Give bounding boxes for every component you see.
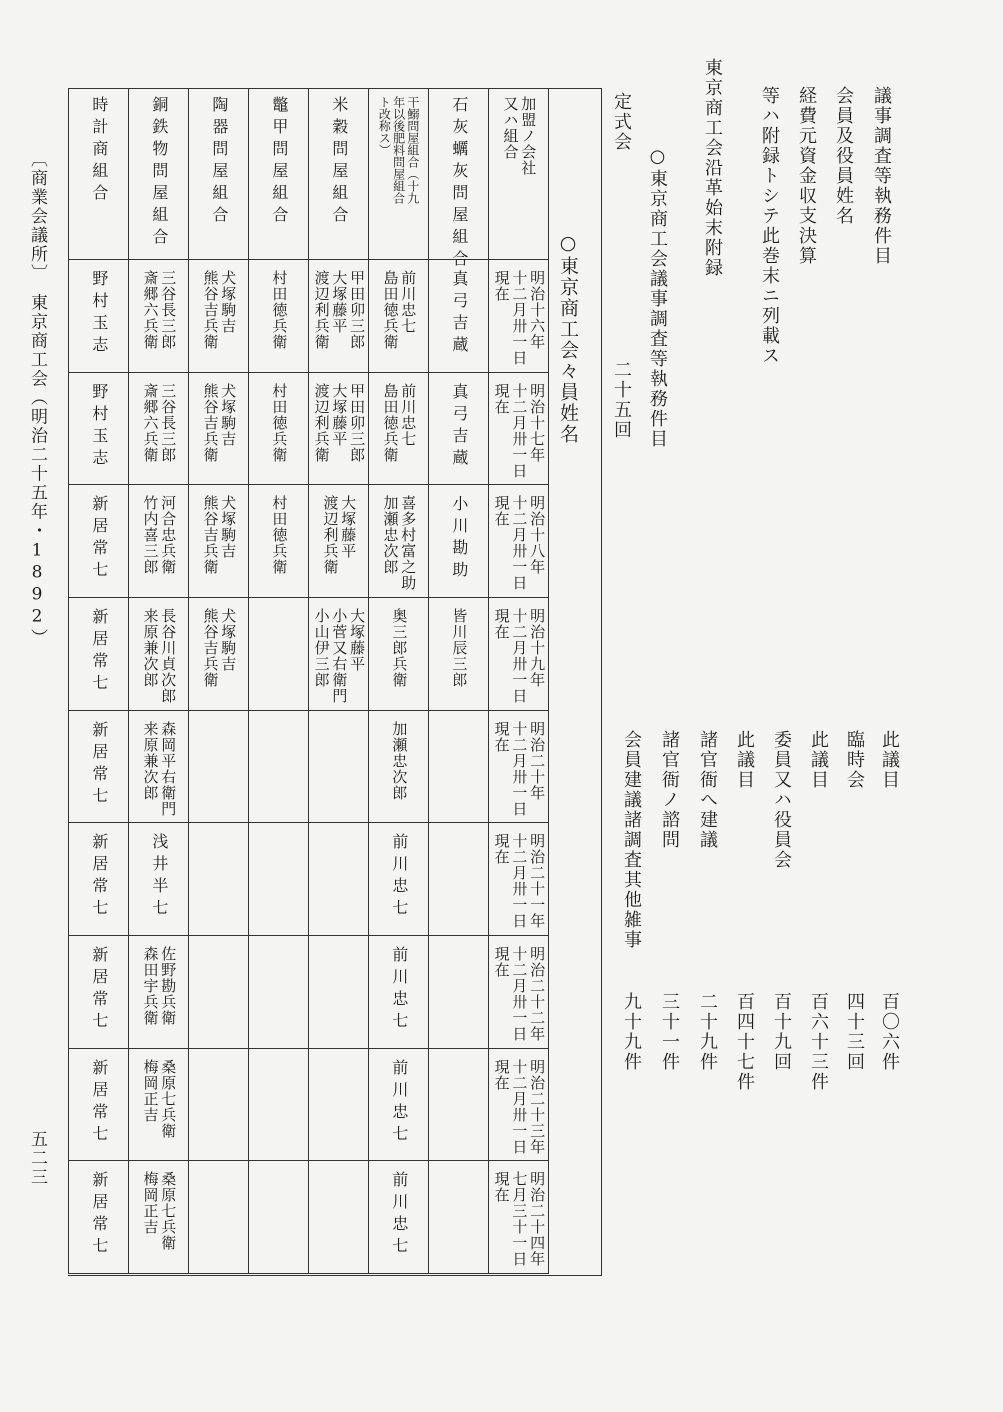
member-cell (309, 823, 369, 936)
member-cell (369, 823, 429, 936)
row-header (249, 88, 309, 260)
meeting-row-label: 委員又ハ役員会 (771, 730, 792, 870)
row-header (429, 88, 489, 272)
cell-line: ト改称ス） (377, 96, 392, 156)
cell-line: 七月三十一日 (510, 1171, 529, 1268)
cell-line: 十二月卅一日 (510, 1058, 529, 1155)
cell-line: 新居常七 (89, 720, 109, 809)
date-cell (489, 936, 549, 1049)
member-cell (129, 936, 189, 1049)
member-cell (369, 1049, 429, 1162)
cell-line: 又ハ組合 (501, 96, 520, 160)
member-cell (369, 485, 429, 598)
cell-line: 新居常七 (89, 607, 109, 696)
cell-line: 加盟ノ会社 (519, 96, 538, 176)
member-cell (249, 1161, 309, 1274)
toc-item-5: 東京商工会沿革始末附録 (702, 58, 723, 278)
cell-line: 新居常七 (89, 1058, 109, 1147)
row-header (129, 88, 189, 260)
cell-line: 現在 (492, 833, 511, 866)
member-cell (309, 598, 369, 711)
cell-line: 現在 (492, 382, 511, 415)
meeting-row-value: 百十九回 (771, 992, 792, 1072)
cell-line: 浅井半七 (149, 833, 169, 922)
date-cell (489, 373, 549, 486)
row-header (69, 88, 129, 260)
cell-line: 十二月卅一日 (510, 833, 529, 930)
cell-line: 犬塚駒吉 (219, 495, 238, 560)
member-cell (309, 485, 369, 598)
member-table-title: ○東京商工会々員姓名 (557, 232, 579, 445)
cell-line: 桑原七兵衛 (159, 1058, 178, 1139)
cell-line: 竹内喜三郎 (141, 495, 160, 576)
cell-line: 前川忠七 (389, 945, 409, 1034)
member-cell (249, 598, 309, 711)
cell-line: 大塚藤平 (330, 270, 349, 334)
cell-line: 佐野勘兵衛 (159, 945, 178, 1026)
cell-line: 新居常七 (89, 833, 109, 922)
cell-line: 森岡平右衛門 (159, 720, 178, 817)
member-cell (429, 260, 489, 373)
cell-line: 来原兼次郎 (141, 607, 160, 688)
cell-line: 前川忠七 (399, 382, 418, 447)
member-cell (429, 823, 489, 936)
member-cell (129, 598, 189, 711)
cell-line: 皆川辰三郎 (450, 607, 469, 688)
meeting-row-label: 諸官衙ノ諮問 (659, 730, 680, 850)
row-header (489, 88, 549, 260)
cell-line: 米穀問屋組合 (329, 96, 349, 228)
cell-line: 野村玉志 (89, 270, 109, 358)
member-cell (69, 260, 129, 373)
member-cell (309, 1049, 369, 1162)
meeting-row-value: 九十九件 (621, 992, 642, 1072)
meeting-row-value: 四十三回 (844, 992, 865, 1072)
cell-line: 渡辺利兵衛 (321, 495, 340, 576)
cell-line: 明治十九年 (528, 607, 547, 688)
cell-line: 来原兼次郎 (141, 720, 160, 801)
cell-line: 島田徳兵衛 (381, 382, 400, 463)
toc-item-3: 経費元資金収支決算 (796, 86, 817, 266)
member-cell (189, 598, 249, 711)
meeting-row-label: 此議目 (808, 730, 829, 790)
member-cell (369, 1161, 429, 1274)
date-cell (489, 260, 549, 373)
cell-line: 熊谷吉兵衛 (201, 270, 220, 350)
cell-line: 河合忠兵衛 (159, 495, 178, 576)
meeting-row-label: 諸官衙へ建議 (697, 730, 718, 850)
member-cell (369, 936, 429, 1049)
cell-line: 明治十八年 (528, 495, 547, 576)
member-cell (189, 485, 249, 598)
member-cell (129, 823, 189, 936)
date-cell (489, 711, 549, 824)
member-cell (69, 1161, 129, 1274)
member-cell (69, 823, 129, 936)
member-cell (429, 1049, 489, 1162)
toc-item-1: 議事調査等執務件目 (871, 86, 892, 266)
cell-line: 石灰蠣灰問屋組合 (449, 96, 469, 272)
meeting-row-label: 臨時会 (844, 730, 865, 790)
footer-caption: 〔商業会議所〕 東京商工会（明治二十五年・1892） (27, 150, 47, 648)
cell-line: 熊谷吉兵衛 (201, 495, 220, 576)
meeting-row-value: 百六十三件 (808, 992, 829, 1092)
cell-line: 現在 (492, 1171, 511, 1204)
cell-line: 明治二十二年 (528, 945, 547, 1042)
member-cell (429, 711, 489, 824)
cell-line: 十二月卅一日 (510, 270, 529, 366)
cell-line: 現在 (492, 607, 511, 640)
cell-line: 年以後肥料問屋組合 (391, 96, 406, 204)
member-cell (309, 373, 369, 486)
member-cell (369, 711, 429, 824)
cell-line: 銅鉄物問屋組合 (149, 96, 169, 250)
row-header (309, 88, 369, 260)
member-cell (189, 260, 249, 373)
cell-line: 島田徳兵衛 (381, 270, 400, 350)
cell-line: 長谷川貞次郎 (159, 607, 178, 704)
cell-line: 前川忠七 (399, 270, 418, 334)
cell-line: 奥三郎兵衛 (390, 607, 409, 688)
cell-line: 加瀬忠次郎 (381, 495, 400, 576)
cell-line: 渡辺利兵衛 (312, 382, 331, 463)
member-cell (129, 260, 189, 373)
member-cell (189, 1049, 249, 1162)
date-cell (489, 1161, 549, 1274)
cell-line: 犬塚駒吉 (219, 607, 238, 672)
page-number: 五二三 (27, 1130, 47, 1187)
member-cell (129, 1049, 189, 1162)
cell-line: 犬塚駒吉 (219, 382, 238, 447)
cell-line: 三谷長三郎 (159, 270, 178, 350)
member-cell (249, 1049, 309, 1162)
cell-line: 熊谷吉兵衛 (201, 382, 220, 463)
date-cell (489, 823, 549, 936)
meeting-row-value: 三十一件 (659, 992, 680, 1072)
cell-line: 明治二十年 (528, 720, 547, 801)
member-cell (429, 936, 489, 1049)
cell-line: 陶器問屋組合 (209, 96, 229, 228)
cell-line: 桑原七兵衛 (159, 1171, 178, 1252)
cell-line: 現在 (492, 270, 511, 302)
cell-line: 明治二十一年 (528, 833, 547, 930)
cell-line: 時計商組合 (89, 96, 109, 206)
cell-line: 大塚藤平 (339, 495, 358, 560)
meeting-row-label: 此議目 (879, 730, 900, 790)
cell-line: 十二月卅一日 (510, 945, 529, 1042)
member-cell (249, 373, 309, 486)
cell-line: 新居常七 (89, 1171, 109, 1260)
cell-line: 真弓吉蔵 (449, 270, 469, 358)
member-cell (129, 373, 189, 486)
cell-line: 喜多村富之助 (399, 495, 418, 592)
member-cell (129, 485, 189, 598)
member-cell (429, 1161, 489, 1274)
member-cell (69, 1049, 129, 1162)
meeting-row-label: 会員建議諸調査其他雑事 (621, 730, 642, 950)
member-cell (309, 711, 369, 824)
cell-line: 小菅又右衛門 (330, 607, 349, 704)
cell-line: 犬塚駒吉 (219, 270, 238, 334)
member-cell (429, 485, 489, 598)
cell-line: 十二月卅一日 (510, 720, 529, 817)
member-cell (369, 260, 429, 373)
cell-line: 村田徳兵衛 (270, 270, 289, 350)
cell-line: 村田徳兵衛 (270, 495, 289, 576)
member-cell (429, 373, 489, 486)
member-cell (189, 373, 249, 486)
member-cell (309, 936, 369, 1049)
meeting-row-value: 百〇六件 (879, 992, 900, 1072)
toc-item-4: 等ハ附録トシテ此巻末ニ列載ス (759, 86, 780, 366)
member-cell (249, 936, 309, 1049)
cell-line: 野村玉志 (89, 382, 109, 471)
cell-line: 干鰯問屋組合（十九 (405, 96, 420, 204)
cell-line: 大塚藤平 (330, 382, 349, 447)
member-cell (69, 711, 129, 824)
meeting-row-label: 此議目 (734, 730, 755, 790)
date-cell (489, 485, 549, 598)
member-cell (189, 823, 249, 936)
meeting-row-value: 二十九件 (697, 992, 718, 1072)
cell-line: 現在 (492, 945, 511, 978)
cell-line: 大塚藤平 (348, 607, 367, 672)
cell-line: 小山伊三郎 (312, 607, 331, 688)
cell-line: 加瀬忠次郎 (390, 720, 409, 801)
date-cell (489, 598, 549, 711)
member-cell (309, 1161, 369, 1274)
member-cell (249, 711, 309, 824)
cell-line: 明治二十三年 (528, 1058, 547, 1155)
member-cell (189, 936, 249, 1049)
cell-line: 明治十六年 (528, 270, 547, 350)
member-cell (69, 936, 129, 1049)
cell-line: 森田宇兵衛 (141, 945, 160, 1026)
cell-line: 甲田卯三郎 (348, 270, 367, 350)
cell-line: 現在 (492, 720, 511, 753)
subsection-title: ○東京商工会議事調査等執務件目 (647, 146, 668, 449)
cell-line: 前川忠七 (389, 1058, 409, 1147)
cell-line: 明治二十四年 (528, 1171, 547, 1268)
member-cell (129, 1161, 189, 1274)
cell-line: 十二月卅一日 (510, 382, 529, 479)
meeting-row-value: 二十五回 (611, 360, 632, 440)
member-cell (309, 260, 369, 373)
member-cell (369, 598, 429, 711)
member-cell (249, 485, 309, 598)
member-cell (69, 485, 129, 598)
row-header (189, 88, 249, 260)
cell-line: 村田徳兵衛 (270, 382, 289, 463)
member-cell (249, 823, 309, 936)
cell-line: 斎郷六兵衛 (141, 270, 160, 350)
cell-line: 真弓吉蔵 (449, 382, 469, 471)
cell-line: 三谷長三郎 (159, 382, 178, 463)
cell-line: 前川忠七 (389, 833, 409, 922)
member-table (68, 88, 548, 1274)
cell-line: 新居常七 (89, 495, 109, 584)
member-cell (189, 1161, 249, 1274)
member-cell (69, 373, 129, 486)
cell-line: 小川勘助 (449, 495, 469, 584)
cell-line: 十二月卅一日 (510, 607, 529, 704)
cell-line: 新居常七 (89, 945, 109, 1034)
cell-line: 斎郷六兵衛 (141, 382, 160, 463)
cell-line: 現在 (492, 1058, 511, 1091)
member-cell (189, 711, 249, 824)
cell-line: 梅岡正吉 (141, 1058, 160, 1123)
cell-line: 渡辺利兵衛 (312, 270, 331, 350)
member-cell (369, 373, 429, 486)
member-cell (69, 598, 129, 711)
cell-line: 十二月卅一日 (510, 495, 529, 592)
date-cell (489, 1049, 549, 1162)
cell-line: 鼈甲問屋組合 (269, 96, 289, 228)
cell-line: 前川忠七 (389, 1171, 409, 1260)
toc-item-2: 会員及役員姓名 (833, 86, 854, 226)
cell-line: 明治十七年 (528, 382, 547, 463)
member-cell (129, 711, 189, 824)
member-cell (429, 598, 489, 711)
meeting-row-label: 定式会 (611, 92, 632, 152)
member-cell (249, 260, 309, 373)
cell-line: 梅岡正吉 (141, 1171, 160, 1236)
meeting-row-value: 百四十七件 (734, 992, 755, 1092)
cell-line: 現在 (492, 495, 511, 528)
cell-line: 甲田卯三郎 (348, 382, 367, 463)
cell-line: 熊谷吉兵衛 (201, 607, 220, 688)
row-header (369, 88, 429, 260)
